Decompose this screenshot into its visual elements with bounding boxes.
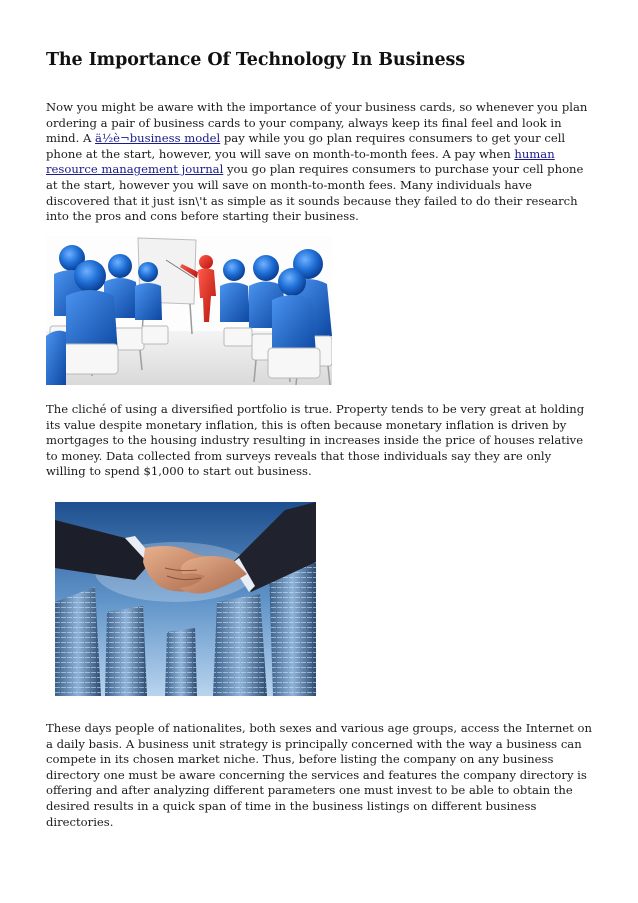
page-title: The Importance Of Technology In Business: [46, 50, 466, 70]
paragraph-text: you go plan requires consumers to purchase your cell phone at the start, however you will save on month-to-month fees. Many individuals have discovered that it just isn\'t as simple as it sounds because they failed to do their research into the pros and cons before starting their business.: [46, 162, 584, 224]
paragraph-text: pay while you go plan requires consumers to get your cell phone at the start, however, you will save on month-to-month fees. A pay when: [46, 131, 566, 161]
handshake-image: [55, 502, 316, 696]
business-model-link[interactable]: ä½è¬business model: [95, 131, 221, 146]
hr-journal-link[interactable]: human resource management journal: [46, 146, 555, 177]
paragraph-text: Now you might be aware with the importance of your business cards, so whenever you plan ordering a pair of business cards to your company, always keep its final feel and look in mind. A: [46, 100, 588, 146]
paragraph-portfolio: The cliché of using a diversified portfolio is true. Property tends to be very great at holding its value despite monetary inflation, this is often because monetary inflation is driven by mortgages to the housing industry resulting in increases inside the price of houses relative to money. Data collected from surveys reveals that those individuals say they are only willing to spend $1,000 to start out business.: [46, 402, 585, 479]
paragraph-intro: [46, 100, 594, 225]
paragraph-internet: These days people of nationalites, both sexes and various age groups, access the Internet on a daily basis. A business unit strategy is principally concerned with the way a business can compete in its chosen market niche. Thus, before listing the company on any business directory one must be aware concerning the services and features the company directory is offering and after analyzing different parameters one must invest to be able to obtain the desired results in a quick span of time in the business listings on different business directories.: [46, 721, 592, 829]
presentation-image: [46, 236, 332, 385]
